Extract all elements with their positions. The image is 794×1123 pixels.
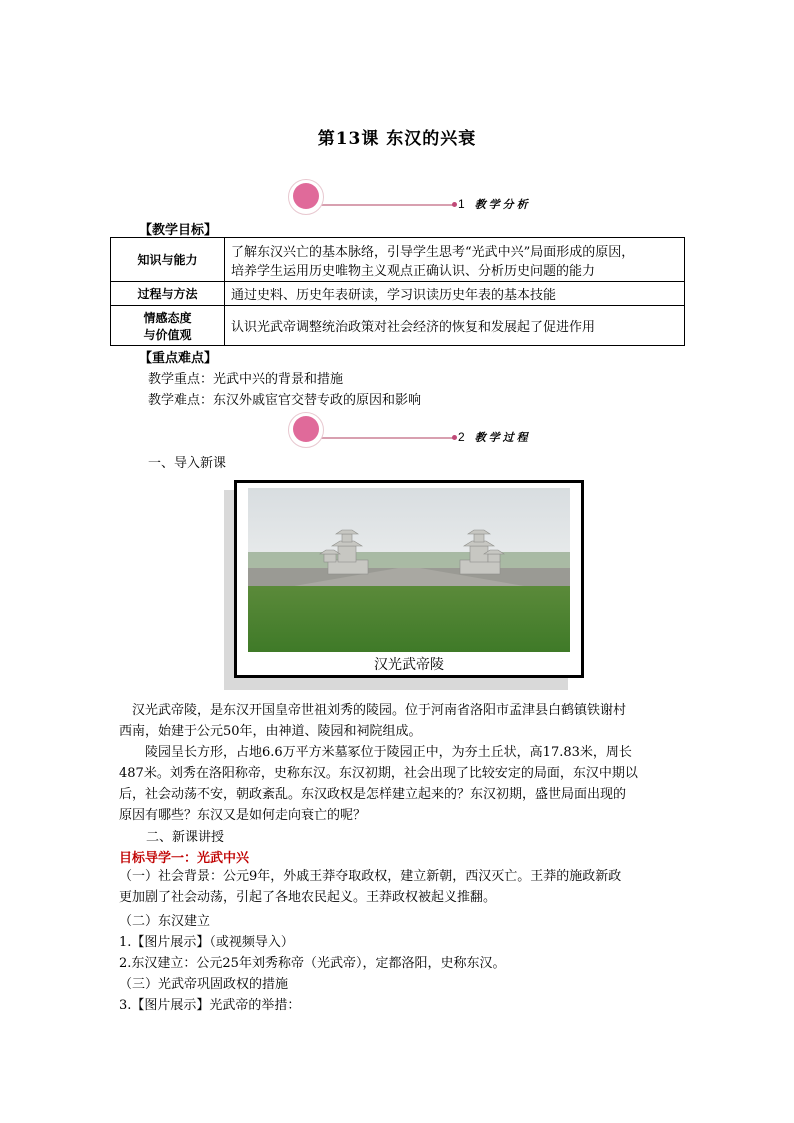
table-row bbox=[111, 238, 685, 282]
goal-content bbox=[225, 238, 685, 282]
section-dot-icon bbox=[293, 183, 319, 209]
section-end-dot bbox=[452, 435, 457, 440]
intro-paragraph-1 bbox=[119, 700, 675, 742]
paragraph-line: 487米。刘秀在洛阳称帝，史称东汉。东汉初期，社会出现了比较安定的局面，东汉中期以 bbox=[119, 766, 638, 781]
intro-paragraph-2 bbox=[119, 742, 675, 826]
section-marker-1 bbox=[288, 176, 548, 216]
section-marker-2 bbox=[288, 409, 548, 449]
photo-caption: 汉光武帝陵 bbox=[374, 657, 444, 673]
paragraph-line: 西南，始建于公元50年，由神道、陵园和祠院组成。 bbox=[119, 724, 422, 739]
section-label: 教学过程 bbox=[474, 431, 531, 444]
section-number: 2 bbox=[458, 430, 465, 444]
new-lesson-heading: 二、新课讲授 bbox=[146, 830, 225, 845]
goal-label-line: 与价值观 bbox=[143, 327, 192, 342]
section-end-dot bbox=[452, 202, 457, 207]
goal-line: 了解东汉兴亡的基本脉络，引导学生思考“光武中兴”局面形成的原因， bbox=[231, 244, 635, 260]
list-item: 2.东汉建立：公元25年刘秀称帝（光武帝），定都洛阳，史称东汉。 bbox=[119, 956, 506, 971]
background-paragraph bbox=[119, 866, 675, 908]
key-point: 教学重点：光武中兴的背景和措施 bbox=[148, 372, 344, 387]
paragraph-line: 更加剧了社会动荡，引起了各地农民起义。王莽政权被起义推翻。 bbox=[119, 890, 497, 905]
goal-line: 认识光武帝调整统治政策对社会经济的恢复和发展起了促进作用 bbox=[225, 306, 685, 346]
table-row bbox=[111, 282, 685, 306]
list-item: 3.【图片展示】光武帝的举措： bbox=[119, 998, 301, 1013]
mausoleum-photo bbox=[248, 488, 570, 652]
page-title: 第13课 东汉的兴衰 bbox=[317, 129, 477, 149]
subsection-heading: （二）东汉建立 bbox=[119, 914, 211, 929]
goal-line: 通过史料、历史年表研读，学习识读历史年表的基本技能 bbox=[225, 282, 685, 306]
paragraph-line: 汉光武帝陵，是东汉开国皇帝世祖刘秀的陵园。位于河南省洛阳市孟津县白鹤镇铁谢村 bbox=[132, 703, 627, 718]
subsection-heading: （三）光武帝巩固政权的措施 bbox=[119, 977, 289, 992]
paragraph-line: 陵园呈长方形，占地6.6万平方米墓冢位于陵园正中，为夯土丘状，高17.83米，周长 bbox=[145, 745, 632, 760]
section-number: 1 bbox=[458, 197, 465, 211]
key-point: 教学难点：东汉外戚宦官交替专政的原因和影响 bbox=[148, 393, 422, 408]
list-item: 1.【图片展示】（或视频导入） bbox=[119, 935, 294, 950]
goal-label: 知识与能力 bbox=[111, 238, 225, 282]
goal-label-line: 情感态度 bbox=[143, 310, 192, 325]
paragraph-line: 后，社会动荡不安，朝政紊乱。东汉政权是怎样建立起来的？东汉初期，盛世局面出现的 bbox=[119, 787, 627, 802]
key-heading: 【重点难点】 bbox=[139, 351, 218, 366]
paragraph-line: （一）社会背景：公元9年，外戚王莽夺取政权，建立新朝，西汉灭亡。王莽的施政新政 bbox=[119, 869, 622, 884]
goal-line: 培养学生运用历史唯物主义观点正确认识、分析历史问题的能力 bbox=[231, 263, 596, 279]
table-row bbox=[111, 306, 685, 346]
goal-label bbox=[111, 306, 225, 346]
section-divider bbox=[306, 437, 454, 439]
goal-guide-heading: 目标导学一：光武中兴 bbox=[119, 851, 250, 866]
goals-heading: 【教学目标】 bbox=[139, 223, 218, 238]
photo-frame bbox=[234, 480, 584, 678]
section-dot-icon bbox=[293, 416, 319, 442]
section-label: 教学分析 bbox=[474, 198, 531, 211]
intro-heading: 一、导入新课 bbox=[148, 456, 227, 471]
section-divider bbox=[306, 204, 454, 206]
goal-label: 过程与方法 bbox=[111, 282, 225, 306]
goals-table bbox=[110, 237, 685, 346]
paragraph-line: 原因有哪些？东汉又是如何走向衰亡的呢？ bbox=[119, 808, 367, 823]
